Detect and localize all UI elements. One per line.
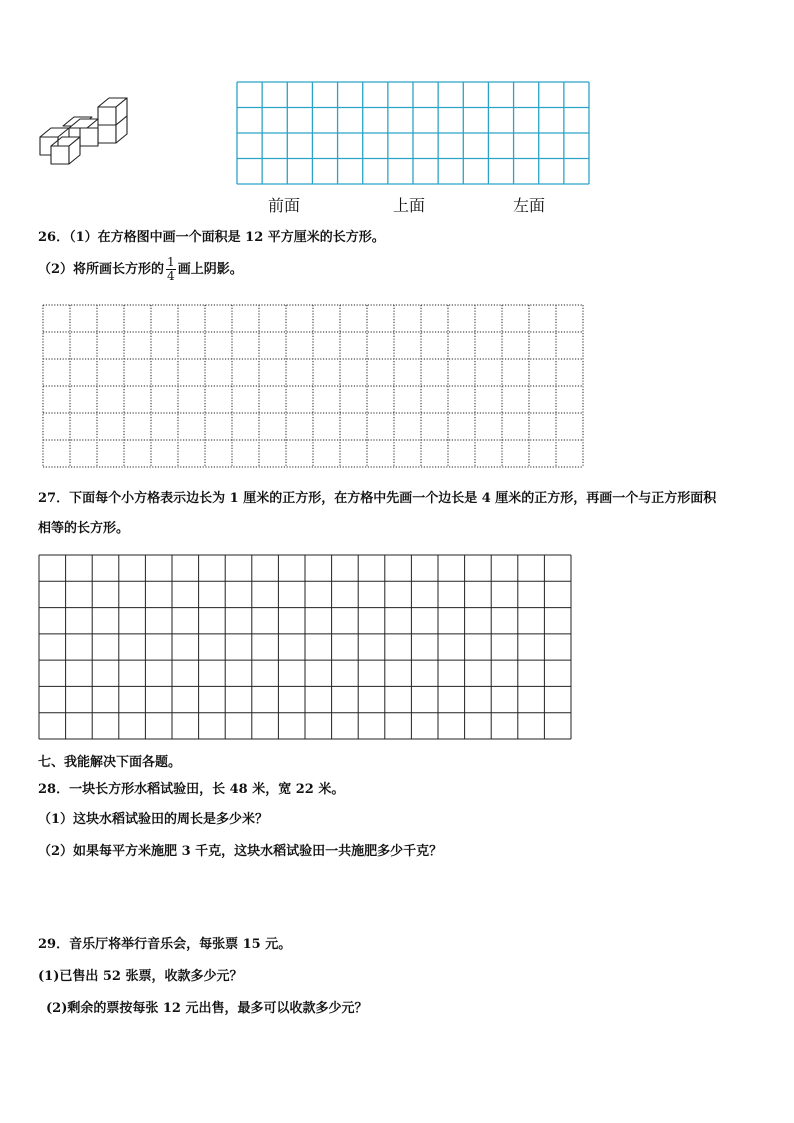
q27-line2: 相等的长方形。 bbox=[38, 521, 130, 536]
q27-line1: 27．下面每个小方格表示边长为 1 厘米的正方形，在方格中先画一个边长是 4 厘米的正方形，再画一个与正方形面积 bbox=[38, 491, 717, 506]
views-grid[interactable] bbox=[237, 82, 589, 184]
q29-part1: (1)已售出 52 张票，收款多少元？ bbox=[38, 969, 243, 984]
q26-part1: 26．（1）在方格图中画一个面积是 12 平方厘米的长方形。 bbox=[38, 230, 385, 245]
front-view-label: 前面 bbox=[268, 196, 301, 215]
top-view-label: 上面 bbox=[393, 196, 426, 215]
section-title: 七、我能解决下面各题。 bbox=[38, 755, 182, 770]
q29-part2: (2)剩余的票按每张 12 元出售，最多可以收款多少元？ bbox=[46, 1001, 368, 1016]
q26-drawing-grid[interactable] bbox=[43, 305, 583, 467]
q28-stem: 28．一块长方形水稻试验田，长 48 米，宽 22 米。 bbox=[38, 782, 345, 797]
q29-stem: 29．音乐厅将举行音乐会，每张票 15 元。 bbox=[38, 937, 292, 952]
left-view-label: 左面 bbox=[513, 196, 546, 215]
cube-stack-figure bbox=[36, 94, 136, 174]
fraction-one-quarter bbox=[166, 256, 176, 283]
q28-part1: （1）这块水稻试验田的周长是多少米？ bbox=[38, 812, 269, 827]
fraction-numerator: 1 bbox=[167, 255, 175, 269]
q26-part2 bbox=[38, 256, 243, 283]
fraction-denominator: 4 bbox=[167, 269, 175, 283]
q27-drawing-grid[interactable] bbox=[39, 555, 571, 739]
q26-part2-prefix: （2）将所画长方形的 bbox=[38, 262, 165, 277]
q26-part2-suffix: 画上阴影。 bbox=[177, 262, 243, 277]
q28-part2: （2）如果每平方米施肥 3 千克，这块水稻试验田一共施肥多少千克？ bbox=[38, 844, 443, 859]
